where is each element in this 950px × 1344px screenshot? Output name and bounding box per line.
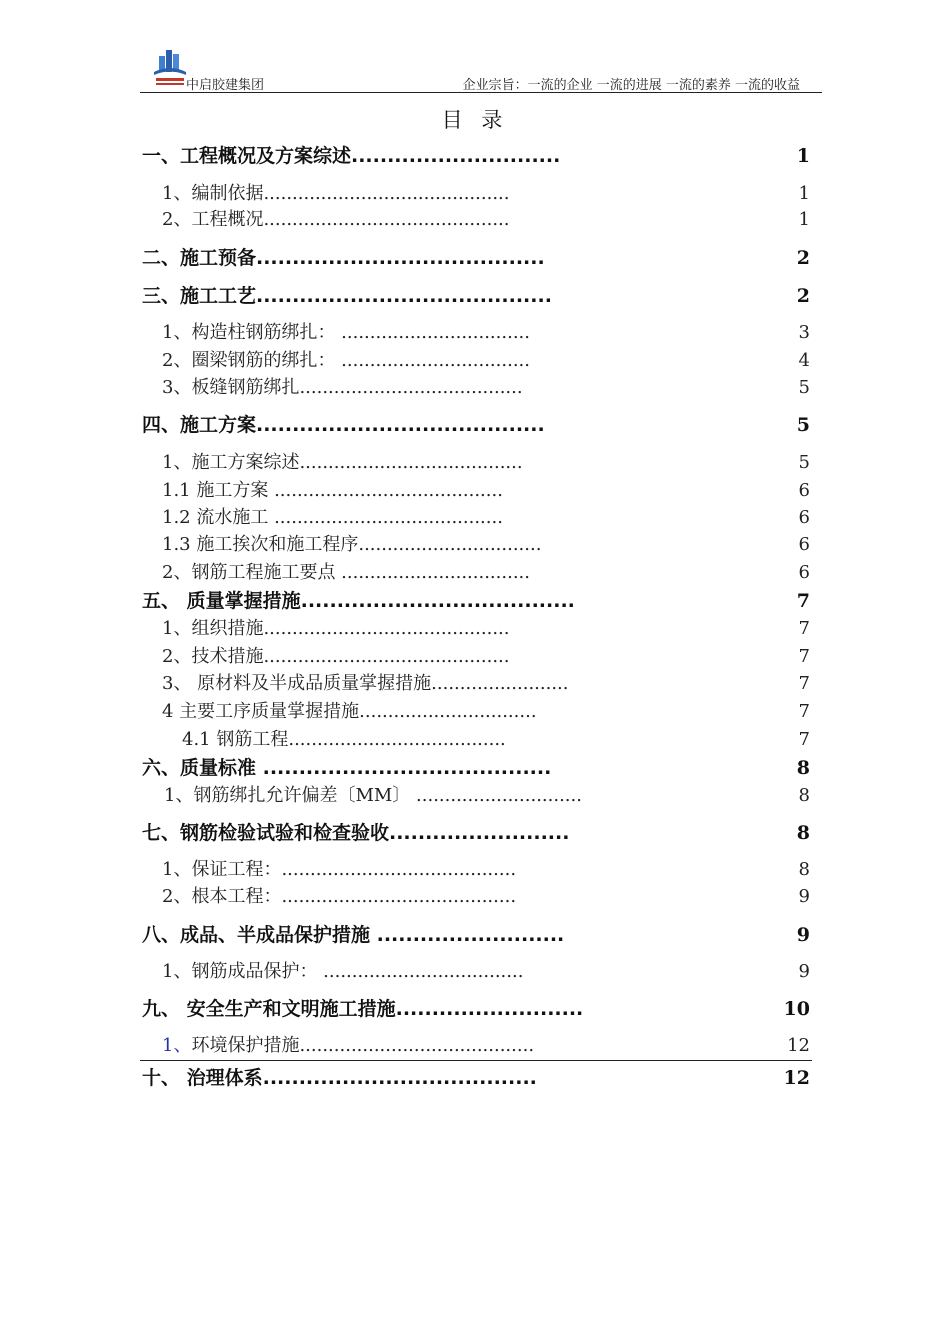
toc-entry-text: 1、钢筋成品保护： ................................... [162,961,524,982]
toc-entry[interactable] [0,958,950,986]
toc-entry-text: 1、组织措施........................................... [162,618,510,639]
toc-entry-text: 五、 质量掌握措施...................................... [142,590,575,612]
toc-entry-page: 6 [798,562,810,583]
toc-entry-number: 1、 [162,1035,192,1056]
toc-entry[interactable] [0,180,950,208]
toc-entry-label: 环境保护措施......................................... [191,1035,535,1056]
company-name: 中启胶建集团 [186,78,265,93]
toc-entry[interactable] [0,477,950,505]
toc-entry-page: 5 [796,414,810,436]
toc-entry[interactable] [0,587,950,615]
toc-entry[interactable] [0,856,950,884]
toc-entry[interactable] [0,726,950,754]
toc-entry[interactable] [0,319,950,347]
toc-entry-text: 2、技术措施........................................... [162,646,510,667]
toc-entry-text: 3、 原材料及半成品质量掌握措施........................ [162,673,569,694]
separator-rule [140,1060,812,1061]
toc-entry-page: 10 [783,998,810,1020]
toc-entry[interactable] [0,782,950,810]
toc-entry-page: 8 [798,785,810,806]
toc-entry-page: 7 [798,729,810,750]
toc-entry-page: 9 [798,961,810,982]
toc-entry[interactable] [0,643,950,671]
toc-entry[interactable] [0,819,950,847]
toc-entry-text: 2、工程概况........................................... [162,209,510,230]
toc-entry[interactable] [0,883,950,911]
toc-entry-page: 5 [798,377,810,398]
toc-entry[interactable] [0,411,950,439]
toc-entry-text: 四、施工方案........................................ [142,414,545,436]
toc-entry[interactable] [0,504,950,532]
toc-entry[interactable] [0,374,950,402]
toc-entry-text [162,1032,758,1060]
toc-entry-page: 7 [798,646,810,667]
toc-entry-page: 5 [798,452,810,473]
toc-entry-page: 8 [798,859,810,880]
toc-entry-text: 1、编制依据........................................... [162,183,510,204]
toc-entry-page: 4 [798,350,810,371]
toc-entry-page: 1 [798,183,810,204]
toc-entry[interactable] [0,244,950,272]
toc-entry-text: 一、工程概况及方案综述............................. [142,145,561,167]
toc-entry-text: 1、构造柱钢筋绑扎： ................................. [162,322,530,343]
toc-entry[interactable] [0,142,950,170]
toc-entry-text: 九、 安全生产和文明施工措施.......................... [142,998,584,1020]
toc-entry-page: 9 [798,886,810,907]
toc-entry-text: 十、 治理体系...................................... [142,1067,537,1089]
toc-entry[interactable] [0,282,950,310]
toc-entry-page: 2 [796,285,810,307]
toc-entry[interactable] [0,1064,950,1092]
toc-entry[interactable] [0,449,950,477]
toc-entry-text: 八、成品、半成品保护措施 .......................... [142,924,565,946]
toc-entry[interactable] [0,754,950,782]
toc-entry-page: 3 [798,322,810,343]
toc-entry[interactable] [0,698,950,726]
toc-entry[interactable] [0,1032,950,1060]
toc-entry-page: 12 [787,1035,810,1056]
toc-entry-text: 1、施工方案综述....................................... [162,452,523,473]
toc-entry-page: 6 [798,534,810,555]
toc-entry-page: 7 [798,618,810,639]
toc-entry-text: 七、钢筋检验试验和检查验收......................... [142,822,570,844]
toc-entry-page: 1 [798,209,810,230]
toc-entry-text: 2、圈梁钢筋的绑扎： ................................. [162,350,530,371]
toc-title: 目 录 [441,108,509,132]
toc-entry-page: 7 [796,590,810,612]
toc-entry[interactable] [0,921,950,949]
toc-entry-page: 12 [783,1067,810,1089]
toc-entry-text: 4.1 钢筋工程...................................... [182,729,506,750]
toc-entry-text: 4 主要工序质量掌握措施............................... [162,701,537,722]
toc-entry-page: 2 [796,247,810,269]
toc-entry[interactable] [0,347,950,375]
toc-entry[interactable] [0,559,950,587]
toc-entry-page: 9 [796,924,810,946]
toc-entry-page: 8 [796,822,810,844]
company-logo [152,48,188,88]
toc-entry[interactable] [0,531,950,559]
page-header [140,48,822,93]
toc-entry-text: 六、质量标准 ........................................ [142,757,552,779]
toc-entry-page: 6 [798,480,810,501]
toc-entry-page: 6 [798,507,810,528]
toc-entry-text: 1、保证工程：......................................... [162,859,517,880]
toc-entry-text: 1.3 施工挨次和施工程序................................ [162,534,542,555]
toc-entry-text: 3、板缝钢筋绑扎....................................... [162,377,523,398]
toc-entry-page: 7 [798,701,810,722]
toc-entry[interactable] [0,206,950,234]
company-motto: 企业宗旨：一流的企业 一流的进展 一流的素养 一流的收益 [462,78,800,93]
toc-entry-page: 7 [798,673,810,694]
toc-entry[interactable] [0,670,950,698]
toc-entry-text: 1.1 施工方案 ........................................ [162,480,503,501]
toc-entry-text: 1、钢筋绑扎允许偏差〔MM〕 ............................. [164,785,582,806]
toc-entry-text: 三、施工工艺......................................... [142,285,552,307]
toc-entry-text: 二、施工预备........................................ [142,247,545,269]
toc-entry[interactable] [0,615,950,643]
toc-entry-text: 1.2 流水施工 ........................................ [162,507,503,528]
toc-entry-page: 8 [796,757,810,779]
toc-entry[interactable] [0,995,950,1023]
toc-entry-text: 2、钢筋工程施工要点 ................................. [162,562,530,583]
toc-entry-text: 2、根本工程：......................................... [162,886,517,907]
toc-entry-page: 1 [796,145,810,167]
